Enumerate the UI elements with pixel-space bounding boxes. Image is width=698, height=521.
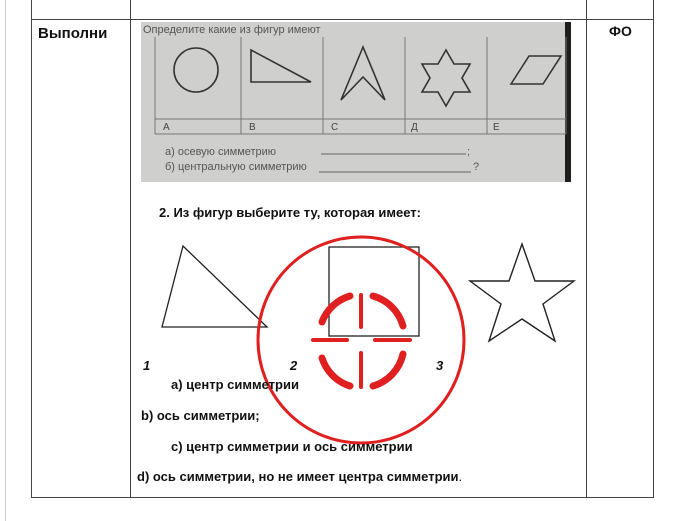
option-d-end: . <box>458 469 463 484</box>
photo-question-a-end: ; <box>467 146 471 158</box>
photo-letter-a: А <box>163 122 170 133</box>
photo-letter-c: С <box>331 122 339 133</box>
option-b: b) ось симметрии; <box>141 408 260 423</box>
option-a: а) центр симметрии <box>171 377 299 392</box>
photo-question-b: б) центральную симметрию <box>165 161 307 173</box>
right-header: ФО <box>609 23 632 39</box>
figure-number-1: 1 <box>143 358 151 373</box>
figure-triangle <box>162 246 267 327</box>
option-d <box>137 469 462 484</box>
figure-number-3: 3 <box>436 358 444 373</box>
red-stamp <box>258 237 464 443</box>
photo-question-b-end: ? <box>473 161 480 173</box>
figure-star <box>470 244 574 341</box>
photo-letter-d: Д <box>411 122 418 133</box>
option-d-text: d) ось симметрии, но не имеет центра симметрии <box>137 469 459 484</box>
photo-question-a: а) осевую симметрию <box>165 146 277 158</box>
photo-caption: Определите какие из фигур имеют <box>143 24 321 36</box>
left-header: Выполни <box>38 25 108 42</box>
figure-number-2: 2 <box>290 358 298 373</box>
option-c: с) центр симметрии и ось симметрии <box>171 439 413 454</box>
task2-title: 2. Из фигур выберите ту, которая имеет: <box>159 205 421 220</box>
photo-letter-e: Е <box>493 122 500 133</box>
photo-letter-b: В <box>249 122 256 133</box>
